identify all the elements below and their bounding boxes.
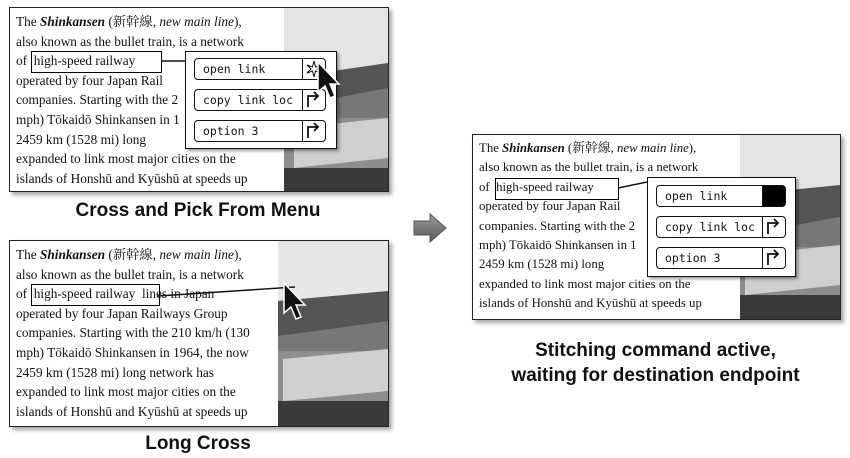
flag-arrow-icon — [763, 248, 785, 268]
crossing-target[interactable] — [762, 217, 785, 237]
title-word: Shinkansen — [40, 247, 106, 262]
drag-line — [10, 241, 388, 426]
caption-stitching-line1: Stitching command active, — [535, 340, 776, 361]
menu-item-option-3[interactable]: option 3 — [656, 247, 786, 269]
panel-stitching-active — [472, 134, 841, 320]
link-high-speed-railway[interactable]: high-speed railway — [496, 179, 594, 194]
caption-cross-pick: Cross and Pick From Menu — [75, 200, 321, 221]
panel-long-cross — [9, 240, 389, 427]
title-word: Shinkansen — [502, 141, 565, 155]
article-text: The Shinkansen (新幹線, new main line), also known as the bullet train, is a network of high-speed railway lines in Japan operated by four Japan Railways Group companies. Starting with the 210 km/h (130 mph) Tōkaidō Shinkansen in 1964, the now 2459 km (1528 mi) long network has expanded to link most major cities on the islands of Honshū and Kyūshū at speeds up — [16, 247, 250, 419]
menu-item-open-link[interactable]: open link — [656, 185, 786, 207]
cursor-icon — [316, 60, 346, 104]
arrow-right-icon — [412, 212, 448, 244]
context-menu — [647, 177, 796, 277]
menu-item-copy-link-loc[interactable]: copy link loc — [656, 216, 786, 238]
cursor-icon — [282, 281, 312, 325]
link-high-speed-railway[interactable]: high-speed railway — [33, 53, 136, 69]
link-high-speed-railway[interactable]: high-speed railway — [33, 286, 136, 302]
menu-item-option-3[interactable]: option 3 — [194, 120, 326, 142]
flag-arrow-icon — [763, 217, 785, 237]
crossing-target-active[interactable] — [762, 186, 785, 206]
article-text: The Shinkansen (新幹線, new main line), also known as the bullet train, is a network of high-speed railway operated by four Japan Rail companies. Starting with the 2 mph) Tōkaidō Shinkansen in 1 2459 km (1528 mi) long expanded to link most major cities on the islands of Honshū and Kyūshū at speeds up — [479, 141, 702, 311]
menu-item-copy-link-loc[interactable]: copy link loc — [194, 89, 326, 111]
title-word: Shinkansen — [40, 14, 106, 29]
flag-arrow-icon — [303, 121, 325, 141]
crossing-target[interactable] — [302, 121, 325, 141]
caption-long-cross: Long Cross — [145, 433, 251, 454]
caption-stitching — [472, 338, 839, 388]
panel-cross-pick — [9, 7, 389, 192]
context-menu — [185, 51, 337, 149]
article-text: The Shinkansen (新幹線, new main line), also known as the bullet train, is a network of high-speed railway operated by four Japan Rail companies. Starting with the 2 mph) Tōkaidō Shinkansen in 1 2459 km (1528 mi) long expanded to link most major cities on the islands of Honshū and Kyūshū at speeds up — [16, 14, 248, 186]
crossing-target[interactable] — [762, 248, 785, 268]
caption-stitching-line2: waiting for destination endpoint — [511, 365, 800, 386]
menu-item-open-link[interactable]: open link — [194, 58, 326, 80]
